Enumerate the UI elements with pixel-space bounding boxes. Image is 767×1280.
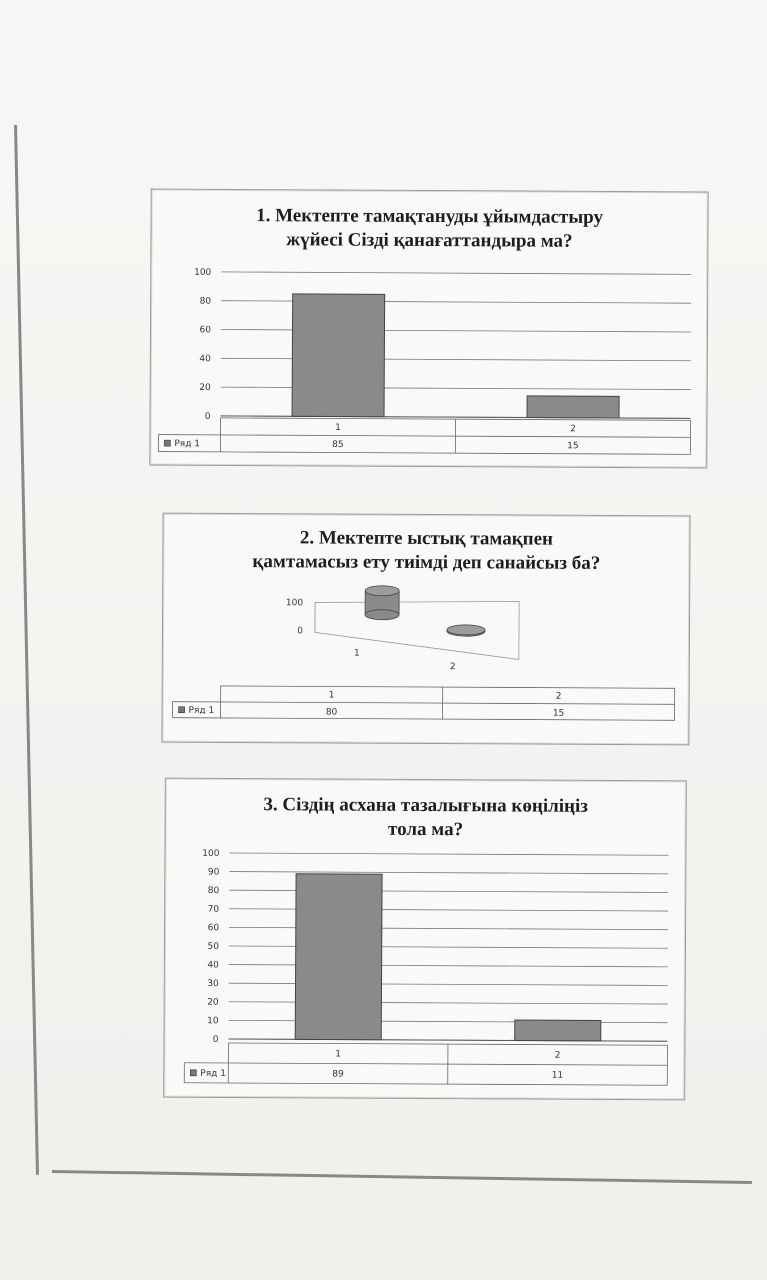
cylinder-top [447, 625, 485, 635]
gridline [221, 301, 691, 303]
y-tick-label: 90 [207, 867, 220, 878]
cylinder-base [365, 610, 399, 620]
y-tick-label: 80 [207, 886, 220, 897]
gridline [229, 927, 668, 929]
gridline [221, 272, 691, 274]
chart-3-plot [164, 779, 686, 1100]
data-table-row-divider [184, 1063, 667, 1066]
y-tick-label: 100 [285, 598, 304, 609]
data-label: 89 [332, 1069, 344, 1080]
legend-swatch [179, 707, 185, 713]
chart-1-box [149, 189, 708, 469]
chart-3-title-line-1: 3. Сіздің асхана тазалығына көңіліңіз [263, 794, 589, 817]
bar [292, 294, 385, 417]
bar [295, 874, 382, 1040]
y-tick-label: 40 [207, 960, 219, 971]
y-tick-label: 0 [204, 411, 211, 422]
plot-floor [315, 600, 519, 659]
y-tick-label: 30 [207, 979, 219, 990]
y-tick-label: 70 [207, 904, 220, 915]
legend-label: Ряд 1 [188, 705, 215, 716]
y-tick-label: 100 [194, 267, 212, 278]
chart-2-title-line-1: 2. Мектепте ыстық тамақпен [299, 527, 554, 550]
y-tick-label: 10 [207, 1016, 219, 1027]
data-label: 15 [567, 441, 579, 452]
category-label: 1 [328, 690, 335, 701]
bar [527, 396, 619, 418]
y-tick-label: 0 [297, 626, 304, 637]
data-label: 80 [325, 707, 338, 718]
chart-1-title-line-1: 1. Мектепте тамақтануды ұйымдастыру [256, 205, 604, 228]
chart-3-box [163, 778, 687, 1101]
data-label: 15 [552, 708, 565, 719]
gridline [229, 909, 668, 911]
chart-2-title-line-2: қамтамасыз ету тиімді деп санайсыз ба? [252, 551, 601, 574]
bar [515, 1020, 601, 1041]
axis-category-label: 2 [449, 662, 456, 673]
y-tick-label: 60 [207, 923, 220, 934]
gridline [229, 983, 668, 985]
y-tick-label: 40 [199, 354, 211, 365]
gridline [229, 946, 668, 948]
y-tick-label: 20 [207, 997, 219, 1008]
category-label: 1 [335, 423, 341, 434]
gridline [229, 890, 668, 892]
y-tick-label: 50 [207, 941, 219, 952]
legend-swatch [164, 440, 170, 446]
category-label: 2 [570, 424, 576, 435]
category-label: 2 [555, 691, 562, 702]
data-label: 85 [332, 439, 344, 451]
x-axis-line [228, 1039, 667, 1041]
chart-1-title-line-2: жүйесі Сізді қанағаттандыра ма? [286, 229, 573, 252]
gridline [229, 872, 668, 874]
legend-label: Ряд 1 [174, 439, 201, 450]
gridline [229, 1002, 668, 1004]
y-tick-label: 80 [199, 296, 212, 307]
gridline [229, 965, 668, 967]
chart-2-plot [162, 514, 689, 745]
legend-label: Ряд 1 [200, 1068, 226, 1079]
data-table-row-divider [158, 435, 690, 438]
axis-category-label: 1 [353, 648, 360, 659]
gridline [229, 1020, 668, 1022]
gridline [221, 358, 691, 360]
cylinder-top [365, 586, 399, 596]
legend-swatch [190, 1070, 196, 1076]
y-tick-label: 0 [212, 1034, 219, 1045]
chart-1-plot [150, 190, 707, 468]
chart-2-box [161, 513, 690, 746]
y-tick-label: 20 [199, 382, 211, 394]
data-label: 11 [551, 1070, 564, 1081]
data-table-row-divider [173, 702, 675, 705]
category-label: 2 [554, 1050, 561, 1061]
y-tick-label: 100 [202, 848, 220, 859]
gridline [221, 387, 691, 389]
gridline [221, 330, 691, 332]
chart-3-title-line-2: тола ма? [387, 818, 464, 841]
gridline [229, 853, 668, 855]
category-label: 1 [335, 1049, 342, 1060]
y-tick-label: 60 [199, 325, 212, 336]
